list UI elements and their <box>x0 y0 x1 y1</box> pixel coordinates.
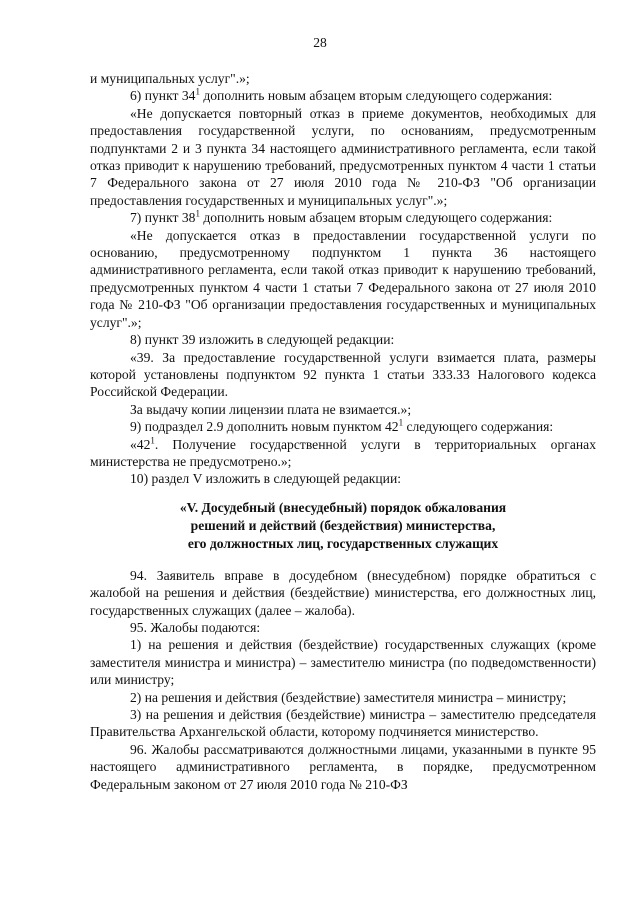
paragraph: и муниципальных услуг".»; <box>90 71 250 86</box>
document-body <box>90 70 596 793</box>
paragraph-text: . Получение государственной услуги в территориальных органах министерства не предусмотрено.»; <box>90 436 596 469</box>
paragraph: 2) на решения и действия (бездействие) заместителя министра – министру; <box>130 689 567 705</box>
paragraph-text: 7) пункт 38 <box>130 210 196 226</box>
paragraph <box>90 209 596 226</box>
paragraph <box>90 436 596 471</box>
paragraph: «Не допускается отказ в предоставлении государственной услуги по основанию, предусмотренному подпунктом 1 пункта 36 настоящего административного регламента, если такой отказ приводит к нарушению требований, предусмотренных пунктом 4 части 1 статьи 7 Федерального закона от 27 июля 2010 года № 210-ФЗ "Об организации предоставления государственных и муниципальных услуг".»; <box>90 227 596 330</box>
paragraph: «39. За предоставление государственной услуги взимается плата, размеры которой установлены подпунктом 92 пункта 1 статьи 333.33 Налогового кодекса Российской Федерации. <box>90 349 596 400</box>
paragraph: 95. Жалобы подаются: <box>130 619 261 635</box>
paragraph-text: «42 <box>130 436 151 452</box>
superscript-index: 1 <box>195 86 200 97</box>
paragraph: 8) пункт 39 изложить в следующей редакции: <box>130 332 395 348</box>
paragraph: «Не допускается повторный отказ в приеме документов, необходимых для предоставления государственной услуги, по основаниям, предусмотренным подпунктами 2 и 3 пункта 34 настоящего административного регламента, если такой отказ приводит к нарушению требований, предусмотренных пунктом 4 части 1 статьи 7 Федерального закона от 27 июля 2010 года № 210-ФЗ "Об организации предоставления государственных и муниципальных услуг".»; <box>90 105 596 208</box>
paragraph-text: следующего содержания: <box>403 419 554 435</box>
paragraph-text: дополнить новым абзацем вторым следующего содержания: <box>199 210 553 226</box>
paragraph: За выдачу копии лицензии плата не взимается.»; <box>130 401 412 417</box>
paragraph: 1) на решения и действия (бездействие) государственных служащих (кроме заместителя министра и министра) – заместителю министра (по подведомственности) или министру; <box>90 637 596 688</box>
paragraph: 3) на решения и действия (бездействие) министра – заместителю председателя Правительства Архангельской области, которому подчиняется министерство. <box>90 707 596 740</box>
superscript-index: 1 <box>195 208 200 219</box>
superscript-index: 1 <box>150 435 155 445</box>
section-heading <box>90 499 596 553</box>
paragraph <box>90 87 596 104</box>
paragraph-text: дополнить новым абзацем вторым следующего содержания: <box>199 88 553 104</box>
section-heading-line: «V. Досудебный (внесудебный) порядок обжалования <box>179 499 507 515</box>
paragraph: 94. Заявитель вправе в досудебном (внесудебном) порядке обратиться с жалобой на решения и действия (бездействие) министерства, его должностных лиц, государственных служащих (далее – жалоба). <box>90 567 596 618</box>
paragraph <box>90 418 596 435</box>
paragraph-text: 9) подраздел 2.9 дополнить новым пунктом 42 <box>130 419 399 435</box>
page-number: 28 <box>313 35 327 50</box>
superscript-index: 1 <box>398 417 404 428</box>
paragraph: 96. Жалобы рассматриваются должностными лицами, указанными в пункте 95 настоящего административного регламента, в порядке, предусмотренном Федеральным законом от 27 июля 2010 года № 210-ФЗ <box>90 741 596 792</box>
paragraph-text: 6) пункт 34 <box>130 88 196 104</box>
section-heading-line: решений и действий (бездействия) министерства, <box>190 517 496 533</box>
section-heading-line: его должностных лиц, государственных служащих <box>187 535 499 551</box>
paragraph: 10) раздел V изложить в следующей редакции: <box>130 471 402 487</box>
